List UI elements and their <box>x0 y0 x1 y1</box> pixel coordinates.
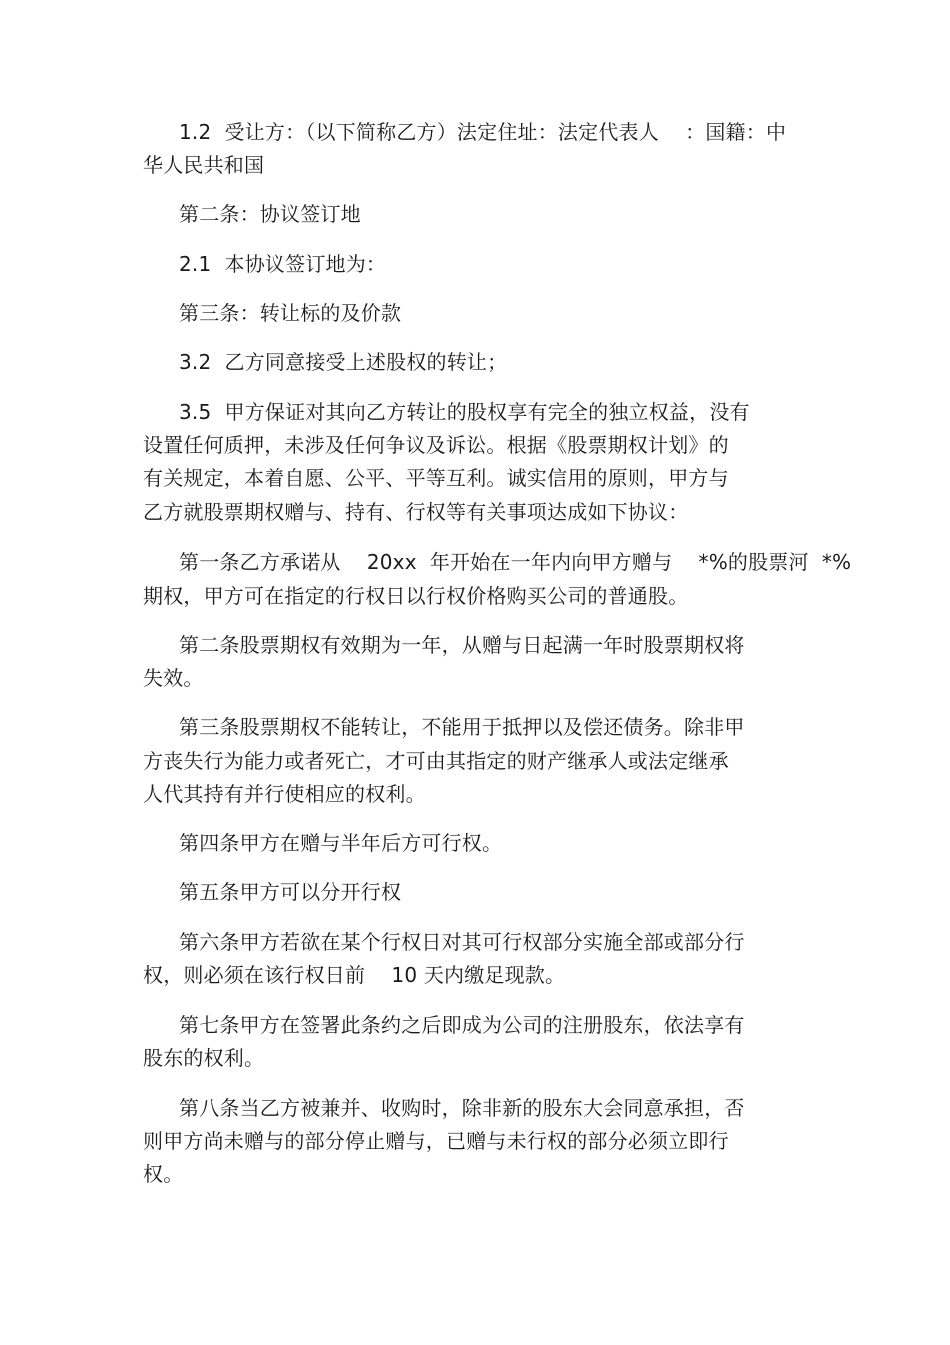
text-line: 3.2 乙方同意接受上述股权的转让； <box>179 350 508 374</box>
text-line: 1.2 受让方：（以下简称乙方）法定住址：法定代表人 ：国籍：中 <box>179 120 787 144</box>
text-line: 第四条甲方在赠与半年后方可行权。 <box>179 831 503 855</box>
text-line: 有关规定，本着自愿、公平、平等互利。诚实信用的原则，甲方与 <box>143 466 729 490</box>
text-line: 则甲方尚未赠与的部分停止赠与，已赠与未行权的部分必须立即行 <box>143 1129 729 1153</box>
text-line: 人代其持有并行使相应的权利。 <box>143 782 426 806</box>
text-line: 期权，甲方可在指定的行权日以行权价格购买公司的普通股。 <box>143 584 689 608</box>
section-heading: 第三条：转让标的及价款 <box>179 301 402 325</box>
text-line: 3.5 甲方保证对其向乙方转让的股权享有完全的独立权益，没有 <box>179 400 750 424</box>
text-line: 权。 <box>143 1162 184 1186</box>
text-line: 设置任何质押，未涉及任何争议及诉讼。根据《股票期权计划》的 <box>143 433 729 457</box>
text-line: 2.1 本协议签订地为： <box>179 252 387 276</box>
text-line: 第六条甲方若欲在某个行权日对其可行权部分实施全部或部分行 <box>179 930 745 954</box>
text-line: 方丧失行为能力或者死亡，才可由其指定的财产继承人或法定继承 <box>143 749 729 773</box>
text-line: 股东的权利。 <box>143 1046 265 1070</box>
text-line: 失效。 <box>143 666 204 690</box>
text-line: 华人民共和国 <box>143 153 265 177</box>
text-line: 第五条甲方可以分开行权 <box>179 880 402 904</box>
text-line: 第二条股票期权有效期为一年，从赠与日起满一年时股票期权将 <box>179 633 745 657</box>
text-line: 权，则必须在该行权日前 10 天内缴足现款。 <box>143 963 566 987</box>
text-line: 第八条当乙方被兼并、收购时，除非新的股东大会同意承担，否 <box>179 1096 745 1120</box>
text-line: 第一条乙方承诺从 20xx 年开始在一年内向甲方赠与 *%的股票河 *% <box>179 550 852 574</box>
section-heading: 第二条：协议签订地 <box>179 202 361 226</box>
text-line: 第三条股票期权不能转让，不能用于抵押以及偿还债务。除非甲 <box>179 715 745 739</box>
text-line: 第七条甲方在签署此条约之后即成为公司的注册股东，依法享有 <box>179 1013 745 1037</box>
text-line: 乙方就股票期权赠与、持有、行权等有关事项达成如下协议： <box>143 500 689 524</box>
